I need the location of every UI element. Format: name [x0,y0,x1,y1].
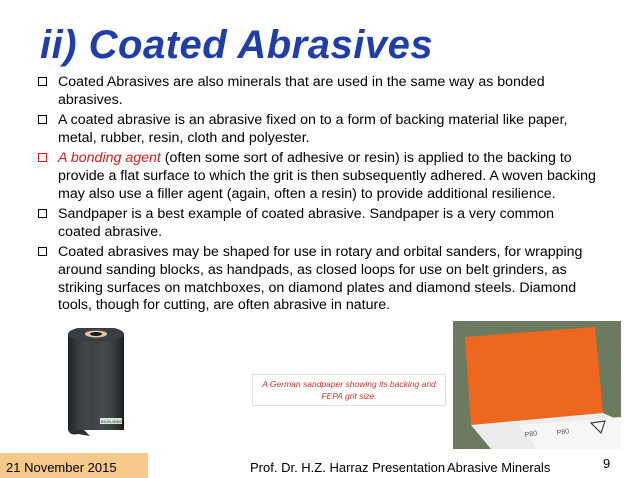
bullet-text: A coated abrasive is an abrasive fixed on to a form of backing material like paper, metal, rubber, resin, cloth and polyester. [58,112,568,146]
svg-text:P80: P80 [524,430,538,439]
bonding-agent-highlight: A bonding agent [58,150,161,167]
checkbox-bullet-icon [38,153,47,162]
bullet-item [36,112,596,147]
footer-date: 21 November 2015 [6,460,117,475]
bullet-item [36,150,596,203]
bullet-text: Coated abrasives may be shaped for use in rotary and orbital sanders, for wrapping around sanding blocks, as handpads, as closed loops for use on belt grinders, as striking surfaces on matchboxes, on diamond plates and diamond steels. Diamond tools, though for cutting, are often abrasive in nature. [58,244,583,314]
svg-text:P80: P80 [556,428,570,437]
checkbox-bullet-icon [38,77,47,86]
bullet-list [36,74,596,318]
bullet-text: Coated Abrasives are also minerals that are used in the same way as bonded abrasives. [58,74,545,108]
bullet-item [36,74,596,109]
bullet-text: (often some sort of adhesive or resin) is applied to the backing to provide a flat surface to which the grit is then subsequently adhered. A woven backing may also use a filler agent (again, often a resin) to provide additional resilience. [58,150,596,202]
bullet-item [36,206,596,241]
footer-presenter: Prof. Dr. H.Z. Harraz Presentation [250,460,446,475]
checkbox-bullet-icon [38,115,47,124]
checkbox-bullet-icon [38,247,47,256]
footer-topic: Abrasive Minerals [447,460,551,475]
german-sandpaper-image [453,321,621,449]
checkbox-bullet-icon [38,209,47,218]
bullet-text: Sandpaper is a best example of coated abrasive. Sandpaper is a very common coated abrasive. [58,206,555,240]
slide-title: ii) Coated Abrasives [40,23,434,67]
sandpaper-roll-image [56,328,136,438]
roll-brand-label: ECOLOGIC [101,419,123,424]
page-number: 9 [603,456,611,471]
bullet-item [36,244,596,314]
sandpaper-image-caption: A German sandpaper showing its backing and FEPA grit size. [252,374,446,406]
